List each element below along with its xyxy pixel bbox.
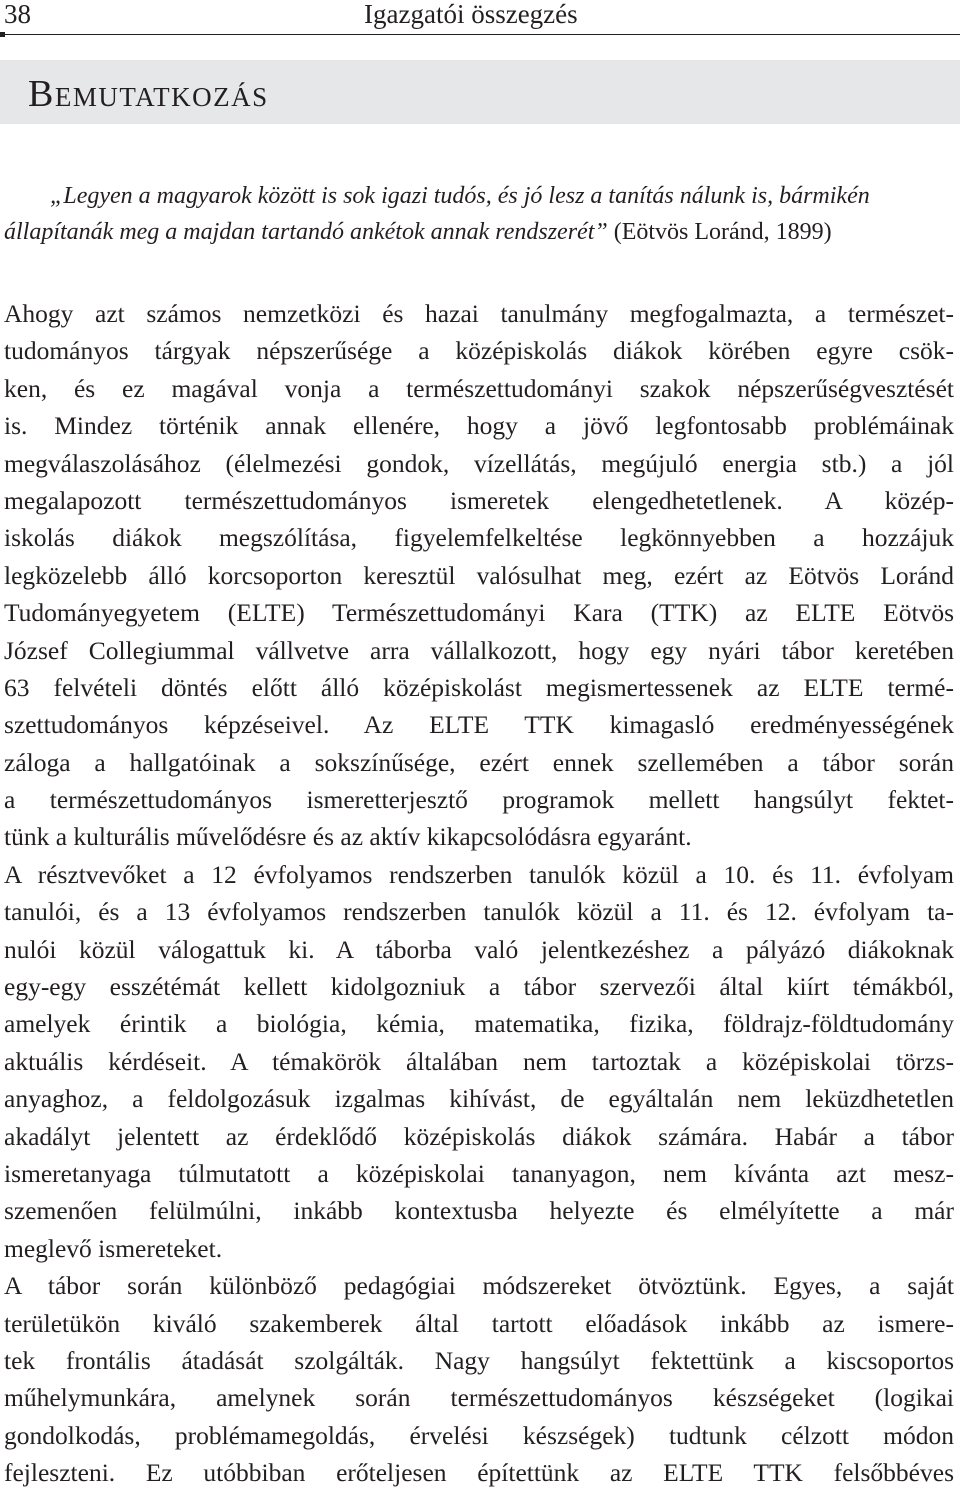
header-rule (0, 34, 960, 35)
section-title: Bemutatkozás (28, 73, 269, 115)
body-line: nulói közül válogattuk ki. A táborba való jelentkezéshez a pályázó diákoknak (4, 934, 954, 964)
body-line: területükön kiváló szakemberek által tartott előadások inkább az ismere- (4, 1308, 954, 1338)
body-line: a természettudományos ismeretterjesztő programok mellett hangsúlyt fektet- (4, 785, 954, 815)
body-line: 63 felvételi döntés előtt álló középiskolást megismertessenek az ELTE termé- (4, 672, 954, 702)
section-heading-band (0, 60, 960, 124)
body-line: legközelebb álló korcsoporton keresztül valósulhat meg, ezért az Eötvös Loránd (4, 560, 954, 590)
body-line: fejleszteni. Ez utóbbiban erőteljesen építettünk az ELTE TTK felsőbbéves (4, 1458, 954, 1488)
body-line: József Collegiummal vállvetve arra vállalkozott, hogy egy nyári tábor keretében (4, 635, 954, 665)
epigraph-quote-part-1: „Legyen a magyarok között is sok igazi tudós, és jó lesz a tanítás nálunk is, bármikén (50, 183, 870, 209)
running-title: Igazgatói összegzés (364, 0, 578, 29)
body-line: egy-egy esszétémát kellett kidolgozniuk a tábor szervezői által kiírt témákból, (4, 972, 954, 1002)
body-line: tudományos tárgyak népszerűsége a középiskolás diákok körében egyre csök- (4, 336, 954, 366)
body-line: szemenően felülmúlni, inkább kontextusba helyezte és elmélyítette a már (4, 1196, 954, 1226)
body-line: Tudományegyetem (ELTE) Természettudományi Kara (TTK) az ELTE Eötvös (4, 598, 954, 628)
epigraph (4, 178, 960, 250)
body-line: meglevő ismereteket. (4, 1233, 223, 1263)
body-line: megalapozott természettudományos ismeretek elengedhetetlenek. A közép- (4, 485, 954, 515)
body-line: Ahogy azt számos nemzetközi és hazai tanulmány megfogalmazta, a természet- (4, 299, 954, 328)
epigraph-attribution: (Eötvös Loránd, 1899) (607, 219, 832, 245)
body-line: A tábor során különböző pedagógiai módszereket ötvöztünk. Egyes, a saját (4, 1271, 954, 1301)
epigraph-line-1 (4, 178, 960, 214)
body-line: szettudományos képzéseivel. Az ELTE TTK kimagasló eredményességének (4, 710, 954, 740)
body-text (4, 295, 954, 1492)
body-line: tanulói, és a 13 évfolyamos rendszerben tanulók közül a 11. és 12. évfolyam ta- (4, 897, 954, 927)
page-number: 38 (4, 0, 31, 29)
body-line: záloga a hallgatóinak a sokszínűsége, ezért ennek szellemében a tábor során (4, 747, 954, 777)
body-line: is. Mindez történik annak ellenére, hogy a jövő legfontosabb problémáinak (4, 411, 954, 441)
body-line: megválaszolásához (élelmezési gondok, vízellátás, megújuló energia stb.) a jól (4, 448, 954, 478)
body-line: ismeretanyaga túlmutatott a középiskolai tananyagon, nem kívánta azt mesz- (4, 1158, 954, 1188)
body-line: amelyek érintik a biológia, kémia, matematika, fizika, földrajz-földtudomány (4, 1009, 954, 1039)
body-line: aktuális kérdéseit. A témakörök általában nem tartoztak a középiskolai törzs- (4, 1046, 954, 1076)
body-line: tünk a kulturális művelődésre és az aktív kikapcsolódásra egyaránt. (4, 822, 692, 852)
epigraph-quote-part-2: állapítanák meg a majdan tartandó ankétok annak rendszerét” (4, 219, 608, 245)
running-head (0, 0, 960, 40)
body-line: iskolás diákok megszólítása, figyelemfelkeltése legkönnyebben a hozzájuk (4, 523, 954, 553)
body-line: A résztvevőket a 12 évfolyamos rendszerben tanulók közül a 10. és 11. évfolyam (4, 859, 954, 889)
body-line: műhelymunkára, amelynek során természettudományos készségeket (logikai (4, 1383, 954, 1413)
body-line: akadályt jelentett az érdeklődő középiskolás diákok számára. Habár a tábor (4, 1121, 954, 1151)
body-line: gondolkodás, problémamegoldás, érvelési készségek) tudtunk célzott módon (4, 1420, 954, 1450)
body-line: tek frontális átadását szolgálták. Nagy hangsúlyt fektettünk a kiscsoportos (4, 1345, 954, 1375)
epigraph-line-2 (4, 214, 960, 250)
body-line: ken, és ez magával vonja a természettudományi szakok népszerűségvesztését (4, 373, 954, 403)
body-line: anyaghoz, a feldolgozásuk izgalmas kihívást, de egyáltalán nem leküzdhetetlen (4, 1084, 954, 1114)
